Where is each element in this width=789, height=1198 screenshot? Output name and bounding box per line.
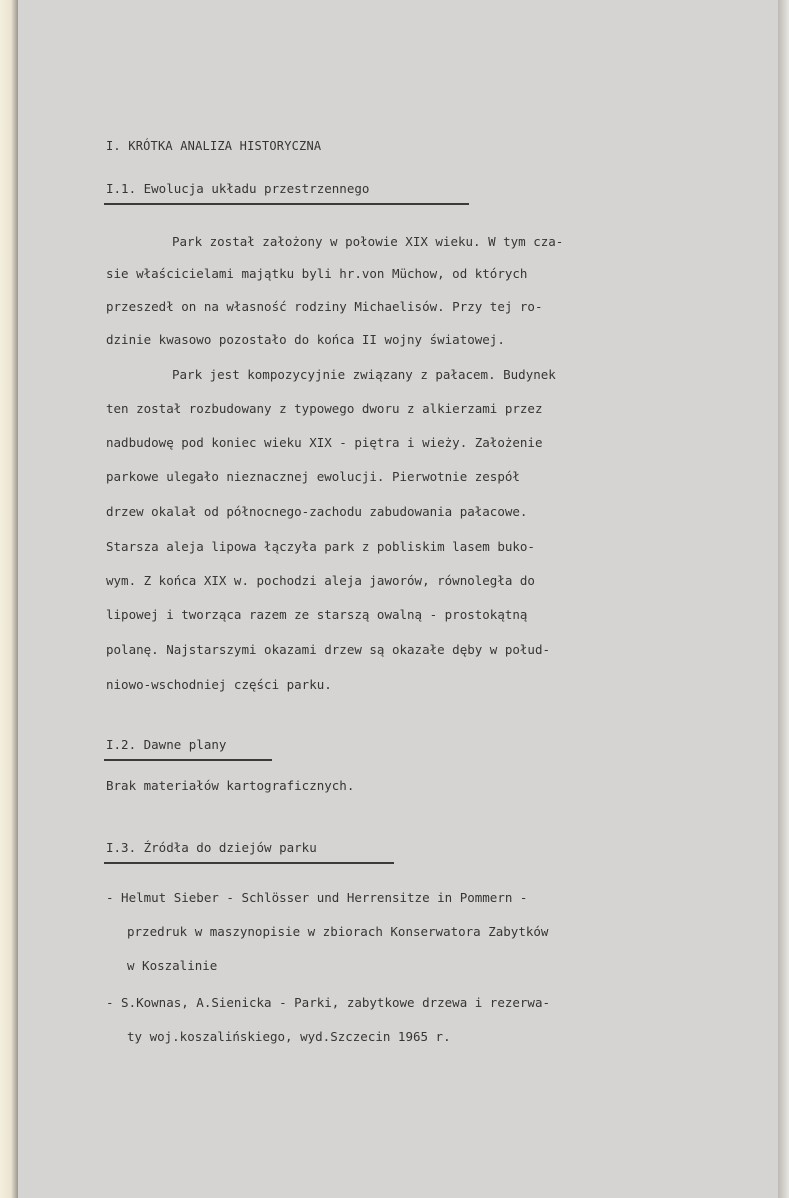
paragraph-line: Park jest kompozycyjnie związany z pałacem. Budynek: [172, 367, 556, 382]
section-3-underline: [104, 862, 394, 864]
paragraph-line: Park został założony w połowie XIX wieku. W tym cza-: [172, 234, 564, 249]
paragraph-line: sie właścicielami majątku byli hr.von Müchow, od których: [106, 266, 528, 281]
page-binding-right: [778, 0, 789, 1198]
paragraph-line: lipowej i tworząca razem ze starszą owalną - prostokątną: [106, 607, 528, 622]
paragraph-line: polanę. Najstarszymi okazami drzew są okazałe dęby w połud-: [106, 642, 551, 657]
paragraph-line: drzew okalał od północnego-zachodu zabudowania pałacowe.: [106, 504, 528, 519]
paragraph-line: przeszedł on na własność rodziny Michaelisów. Przy tej ro-: [106, 299, 543, 314]
paragraph-line: ten został rozbudowany z typowego dworu z alkierzami przez: [106, 401, 543, 416]
source-entry-line: w Koszalinie: [127, 958, 218, 973]
page-binding-left: [0, 0, 18, 1198]
source-entry-line: - Helmut Sieber - Schlösser und Herrensitze in Pommern -: [106, 890, 528, 905]
section-1-heading: I.1. Ewolucja układu przestrzennego: [106, 181, 370, 196]
source-entry-line: przedruk w maszynopisie w zbiorach Konserwatora Zabytków: [127, 924, 549, 939]
section-3-heading: I.3. Źródła do dziejów parku: [106, 840, 317, 855]
section-2-underline: [104, 759, 272, 761]
section-2-heading: I.2. Dawne plany: [106, 737, 227, 752]
paragraph-line: niowo-wschodniej części parku.: [106, 677, 332, 692]
source-entry-line: - S.Kownas, A.Sienicka - Parki, zabytkowe drzewa i rezerwa-: [106, 995, 551, 1010]
paragraph-line: Starsza aleja lipowa łączyła park z pobliskim lasem buko-: [106, 539, 535, 554]
paragraph-line: Brak materiałów kartograficznych.: [106, 778, 355, 793]
paragraph-line: dzinie kwasowo pozostało do końca II wojny światowej.: [106, 332, 505, 347]
section-1-underline: [104, 203, 469, 205]
source-entry-line: ty woj.koszalińskiego, wyd.Szczecin 1965 r.: [127, 1029, 451, 1044]
paragraph-line: nadbudowę pod koniec wieku XIX - piętra i wieży. Założenie: [106, 435, 543, 450]
paragraph-line: parkowe ulegało nieznacznej ewolucji. Pierwotnie zespół: [106, 469, 520, 484]
paragraph-line: wym. Z końca XIX w. pochodzi aleja jaworów, równoległa do: [106, 573, 535, 588]
chapter-title: I. KRÓTKA ANALIZA HISTORYCZNA: [106, 139, 322, 153]
